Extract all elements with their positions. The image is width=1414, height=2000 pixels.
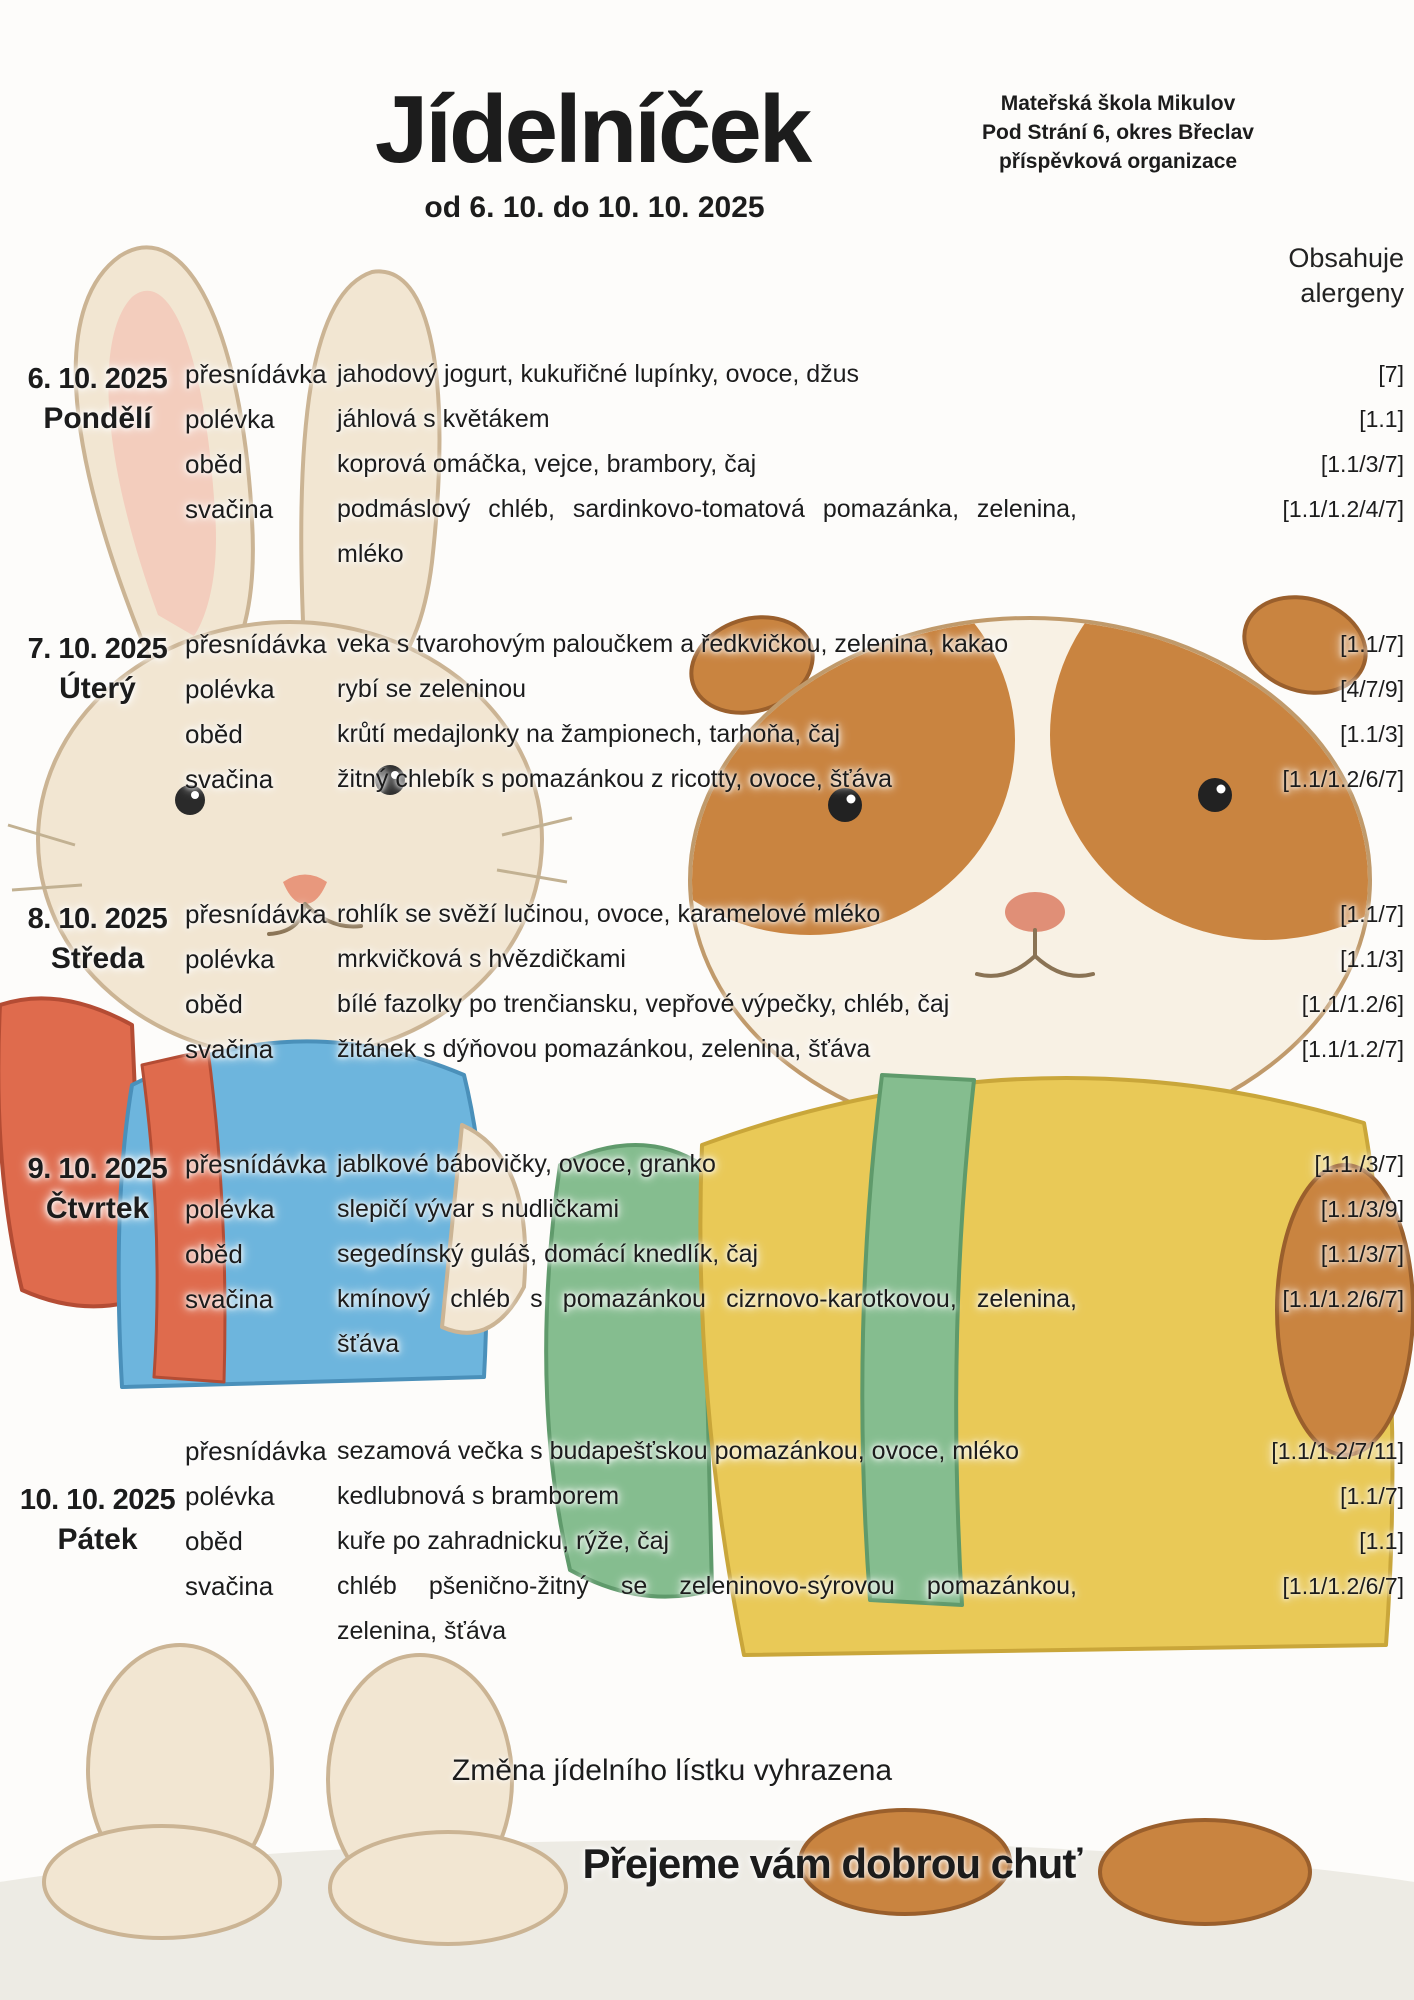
day-date-cell — [10, 892, 185, 1072]
meal-allergens: [4/7/9] — [1340, 676, 1404, 703]
day-date-cell — [10, 352, 185, 577]
meal-row — [185, 1232, 1404, 1277]
meal-allergens: [1.1] — [1359, 406, 1404, 433]
meal-dish: chléb pšenično-žitný se zeleninovo-sýrovou pomazánkou, zelenina, šťáva — [337, 1572, 1077, 1646]
meal-dish: podmáslový chléb, sardinkovo-tomatová pomazánka, zelenina, mléko — [337, 495, 1077, 569]
meal-type: polévka — [185, 1194, 275, 1225]
date-text: 8. 10. 2025 — [27, 903, 168, 936]
meal-dish: veka s tvarohovým paloučkem a ředkvičkou, zelenina, kakao — [337, 630, 1009, 659]
meal-rows — [185, 622, 1404, 802]
date-text: 9. 10. 2025 — [27, 1153, 168, 1186]
meal-row — [185, 397, 1404, 442]
meal-dish: kmínový chléb s pomazánkou cizrnovo-karotkovou, zelenina, šťáva — [337, 1285, 1077, 1359]
school-address: Pod Strání 6, okres Břeclav — [982, 120, 1254, 144]
meal-allergens: [1.1/1.2/6/7] — [1282, 766, 1404, 793]
meal-allergens: [1.1/1.2/6/7] — [1282, 1573, 1404, 1600]
meal-allergens: [1.1/3/9] — [1320, 1196, 1404, 1223]
page-title: Jídelníček — [374, 76, 810, 183]
meal-dish: sezamová večka s budapešťskou pomazánkou, ovoce, mléko — [337, 1437, 1019, 1466]
meal-dish: bílé fazolky po trenčiansku, vepřové výpečky, chléb, čaj — [337, 990, 950, 1019]
meal-allergens: [1.1/7] — [1340, 631, 1404, 658]
meal-dish: segedínský guláš, domácí knedlík, čaj — [337, 1240, 759, 1269]
meal-allergens: [1.1/1.2/6/7] — [1282, 1286, 1404, 1313]
day-list — [10, 352, 1404, 1654]
meal-row — [185, 757, 1404, 802]
meal-type: oběd — [185, 719, 243, 750]
meal-allergens: [1.1./3/7] — [1314, 1151, 1404, 1178]
menu-change-note: Změna jídelního lístku vyhrazena — [451, 1754, 893, 1788]
meal-row — [185, 892, 1404, 937]
meal-dish: žitný chlebík s pomazánkou z ricotty, ovoce, šťáva — [337, 765, 892, 794]
meal-row — [185, 1027, 1404, 1072]
meal-dish: rybí se zeleninou — [337, 675, 527, 704]
meal-dish: kuře po zahradnicku, rýže, čaj — [337, 1527, 670, 1556]
meal-row — [185, 712, 1404, 757]
dayname-text: Čtvrtek — [45, 1192, 150, 1226]
meal-type: polévka — [185, 404, 275, 435]
meal-rows — [185, 892, 1404, 1072]
date-text: 10. 10. 2025 — [19, 1484, 176, 1517]
meal-row — [185, 622, 1404, 667]
meal-type: polévka — [185, 1481, 275, 1512]
meal-type: svačina — [185, 1571, 274, 1602]
meal-type: svačina — [185, 764, 274, 795]
meal-row — [185, 667, 1404, 712]
meal-row — [185, 487, 1404, 577]
meal-allergens: [1.1/1.2/7/11] — [1271, 1438, 1404, 1465]
dayname-text: Úterý — [59, 672, 136, 706]
meal-dish: kedlubnová s bramborem — [337, 1482, 620, 1511]
bon-appetit-wish: Přejeme vám dobrou chuť — [582, 1840, 1082, 1888]
meal-rows — [185, 1429, 1404, 1654]
meal-type: přesnídávka — [185, 1436, 327, 1467]
meal-row — [185, 1474, 1404, 1519]
meal-allergens: [7] — [1378, 361, 1404, 388]
meal-allergens: [1.1/1.2/6] — [1301, 991, 1404, 1018]
meal-allergens: [1.1/3/7] — [1320, 1241, 1404, 1268]
meal-row — [185, 1519, 1404, 1564]
meal-rows — [185, 352, 1404, 577]
day-block-thursday — [10, 1142, 1404, 1367]
meal-dish: jáhlová s květákem — [337, 405, 550, 434]
meal-type: svačina — [185, 494, 274, 525]
meal-row — [185, 1142, 1404, 1187]
meal-dish: žitánek s dýňovou pomazánkou, zelenina, šťáva — [337, 1035, 871, 1064]
meal-dish: slepičí vývar s nudličkami — [337, 1195, 620, 1224]
meal-type: svačina — [185, 1284, 274, 1315]
meal-row — [185, 442, 1404, 487]
meal-type: oběd — [185, 449, 243, 480]
school-org-type: příspěvková organizace — [998, 149, 1238, 173]
meal-dish: rohlík se svěží lučinou, ovoce, karamelové mléko — [337, 900, 881, 929]
meal-type: přesnídávka — [185, 359, 327, 390]
meal-type: polévka — [185, 674, 275, 705]
meal-row — [185, 1277, 1404, 1367]
date-text: 7. 10. 2025 — [27, 633, 168, 666]
school-info — [982, 90, 1254, 177]
dayname-text: Středa — [50, 942, 145, 976]
day-block-friday — [10, 1429, 1404, 1654]
meal-dish: jahodový jogurt, kukuřičné lupínky, ovoce, džus — [337, 360, 860, 389]
meal-type: oběd — [185, 1526, 243, 1557]
day-date-cell — [10, 622, 185, 802]
school-name: Mateřská škola Mikulov — [1000, 92, 1236, 115]
meal-allergens: [1.1/3] — [1340, 946, 1404, 973]
meal-row — [185, 937, 1404, 982]
meal-row — [185, 982, 1404, 1027]
meal-allergens: [1.1] — [1359, 1528, 1404, 1555]
date-text: 6. 10. 2025 — [27, 363, 168, 396]
day-date-cell — [10, 1142, 185, 1367]
date-range: od 6. 10. do 10. 10. 2025 — [424, 190, 765, 224]
meal-dish: jablkové bábovičky, ovoce, granko — [337, 1150, 716, 1179]
meal-allergens: [1.1/1.2/7] — [1301, 1036, 1404, 1063]
meal-type: přesnídávka — [185, 899, 327, 930]
meal-dish: koprová omáčka, vejce, brambory, čaj — [337, 450, 757, 479]
meal-row — [185, 1564, 1404, 1654]
allergen-column-header: Obsahuje alergeny — [1288, 242, 1404, 309]
meal-type: přesnídávka — [185, 1149, 327, 1180]
meal-type: oběd — [185, 1239, 243, 1270]
meal-rows — [185, 1142, 1404, 1367]
meal-dish: mrkvičková s hvězdičkami — [337, 945, 626, 974]
dayname-text: Pátek — [57, 1523, 138, 1557]
meal-type: oběd — [185, 989, 243, 1020]
meal-type: přesnídávka — [185, 629, 327, 660]
day-block-wednesday — [10, 892, 1404, 1072]
meal-allergens: [1.1/3] — [1340, 721, 1404, 748]
meal-allergens: [1.1/1.2/4/7] — [1282, 496, 1404, 523]
meal-allergens: [1.1/7] — [1340, 1483, 1404, 1510]
meal-row — [185, 1187, 1404, 1232]
meal-type: svačina — [185, 1034, 274, 1065]
meal-allergens: [1.1/7] — [1340, 901, 1404, 928]
meal-allergens: [1.1/3/7] — [1320, 451, 1404, 478]
day-date-cell — [10, 1429, 185, 1654]
dayname-text: Pondělí — [43, 402, 152, 436]
header — [10, 76, 1404, 312]
meal-row — [185, 1429, 1404, 1474]
day-block-monday — [10, 352, 1404, 577]
meal-type: polévka — [185, 944, 275, 975]
meal-row — [185, 352, 1404, 397]
meal-dish: krůtí medajlonky na žampionech, tarhoňa, čaj — [337, 720, 841, 749]
day-block-tuesday — [10, 622, 1404, 802]
